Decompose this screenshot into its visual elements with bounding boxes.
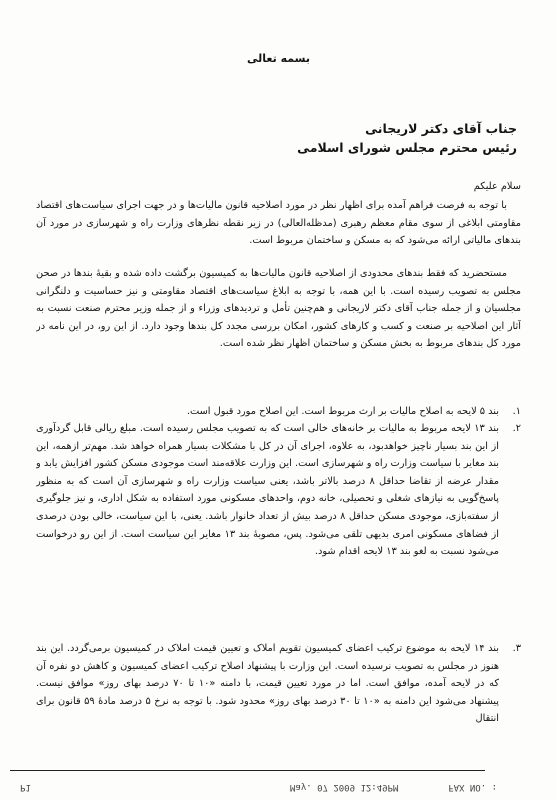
fax-page-number: P1 bbox=[20, 782, 31, 792]
paragraph-intro: با توجه به فرصت فراهم آمده برای اظهار نظر در مورد اصلاحیه قانون مالیات‌ها و در جهت اجرای سیاست‌های اقتصاد مقاومتی ابلاغی از سوی مقام معظم رهبری (مدظله‌العالی) در زیر نقطه نظرهای وزارت راه و شهرسازی در مورد آن بندهای مالیاتی ارائه می‌شود که به مسکن و ساختمان مربوط است. bbox=[36, 200, 521, 247]
item-text: بند ۵ لایحه به اصلاح مالیات بر ارث مربوط است. این اصلاح مورد قبول است. bbox=[186, 406, 499, 417]
list-item bbox=[36, 420, 521, 634]
item-text: بند ۱۴ لایحه به موضوع ترکیب اعضای کمیسیون تقویم املاک و تعیین قیمت املاک در کمیسیون برمی‌گردد. این بند هنوز در مجلس به تصویب نرسیده است. این وزارت با پیشنهاد اصلاح ترکیب اعضای کمیسیون و کاهش دو نفره آن که در لایحه آمده، موافق است. اما در مورد تعیین قیمت، با دامنه «۱۰ تا ۷۰ درصد بهای روز» موافق نیست. پیشنهاد می‌شود این دامنه به «۱۰ تا ۳۰ درصد بهای روز» محدود شود. با توجه به نرخ ۵ درصد مادهٔ ۵۹ قانون برای انتقال bbox=[36, 643, 499, 725]
paragraph-context: مستحضرید که فقط بندهای محدودی از اصلاحیه قانون مالیات‌ها به کمیسیون برگشت داده شده و بقیهٔ بندها در صحن مجلس به تصویب رسیده است. با این همه، با توجه به ابلاغ سیاست‌های اقتصاد مقاومتی و نیز حساسیت و دلنگرانی مجلسیان و از جمله جناب آقای دکتر لاریجانی و هم‌چنین تأمل و تردیدهای وزراء و از جمله وزیر محترم صنعت نسبت به آثار این اصلاحیه بر صنعت و کسب و کارهای کشور، امکان بررسی مجدد کل بندها وجود دارد. از این رو، در این نامه در مورد کل بندهای مربوط به بخش مسکن و ساختمان اظهار نظر شده است. bbox=[36, 268, 521, 350]
basmala: بسمه تعالی bbox=[247, 52, 310, 65]
greeting: سلام علیکم bbox=[473, 181, 521, 192]
item-number: ۳. bbox=[512, 643, 521, 654]
list-item bbox=[36, 403, 521, 421]
fax-header-strip bbox=[0, 776, 557, 796]
fax-timestamp: May. 07 2009 12:49PM bbox=[290, 782, 399, 792]
addressee-title: رئیس محترم مجلس شورای اسلامی bbox=[297, 140, 517, 155]
item-number: ۱. bbox=[512, 406, 521, 417]
fax-number-label: FAX NO. : bbox=[448, 782, 497, 792]
handwritten-underline bbox=[10, 770, 485, 771]
list-item bbox=[36, 640, 521, 764]
item-text: بند ۱۳ لایحه مربوط به مالیات بر خانه‌های خالی است که به تصویب مجلس رسیده است. مبلغ ریالی قابل گردآوری از این بند بسیار ناچیز خواهدبود، به علاوه، اجرای آن در کل با مشکلات بسیار همراه خواهد شد. مهم‌تر ازهمه، این بند مغایر با سیاست وزارت راه و شهرسازی است. این وزارت علاقه‌مند است موجودی مسکن کشور افزایش یابد و مقدار عرضه از تقاضا حداقل ۸ درصد بالاتر باشد، یعنی سیاست وزارت راه و شهرسازی آن است که به منظور پاسخ‌گویی به نیازهای شغلی و تحصیلی، خانه دوم، واحدهای مسکونی مورد استفاده به شکل اداری، و نیز جلوگیری از سفته‌بازی، موجودی مسکن حداقل ۸ درصد بیش از تعداد خانوار باشد. یعنی، با این سیاست، خالی بودن درصدی از فضاهای مسکونی امری بدیهی تلقی می‌شود. پس، مصوبهٔ بند ۱۳ مغایر این سیاست است. از این رو درخواست می‌شود نسبت به لغو بند ۱۳ لایحه اقدام شود. bbox=[36, 423, 500, 558]
item-number: ۲. bbox=[512, 423, 521, 434]
addressee-name: جناب آقای دکتر لاریجانی bbox=[365, 121, 517, 136]
